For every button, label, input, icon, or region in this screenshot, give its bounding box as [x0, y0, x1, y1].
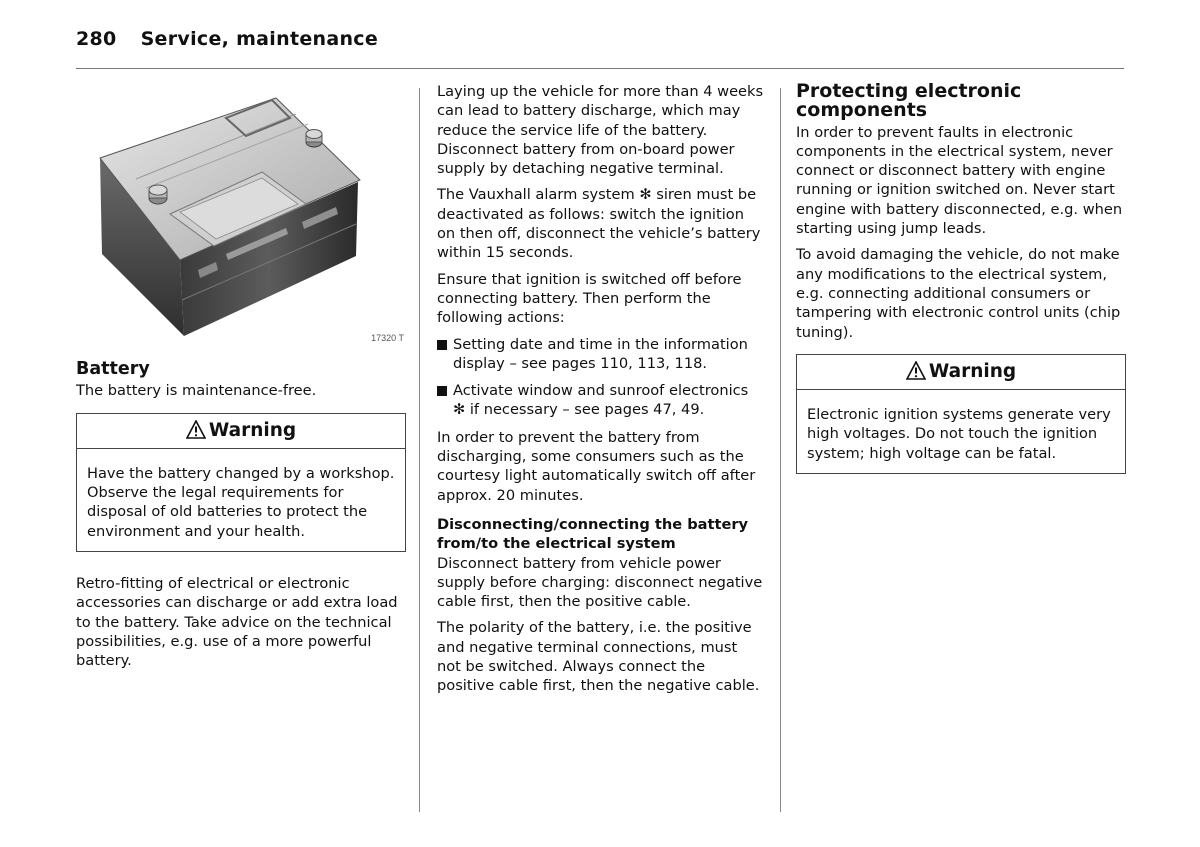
ignition-warning-box [796, 354, 1126, 474]
warning-text: Have the battery changed by a workshop. Observe the legal requirements for disposal of old batteries to protect the environment and your health. [87, 464, 395, 540]
warning-triangle-icon [906, 361, 926, 384]
avoid-damage-paragraph: To avoid damaging the vehicle, do not make any modifications to the electrical system, e.g. connecting additional consumers or tampering with electronic control units (chip tuning). [796, 246, 1121, 341]
warning-text: Electronic ignition systems generate very high voltages. Do not touch the ignition system; high voltage can be fatal. [807, 406, 1111, 462]
protecting-heading: Protecting electronic components [796, 80, 1022, 122]
prevent-discharge-paragraph: In order to prevent the battery from discharging, some consumers such as the courtesy light automatically switch off after approx. 20 minutes. [437, 428, 756, 504]
column-3 [796, 82, 1126, 496]
column-divider-2 [780, 88, 781, 812]
battery-heading: Battery [76, 359, 150, 379]
page-number: 280 [76, 28, 117, 50]
battery-intro: The battery is maintenance-free. [76, 382, 317, 400]
warning-header [797, 355, 1125, 390]
column-1 [76, 84, 406, 678]
list-item-text-start: Activate window and sunroof electronics [453, 382, 749, 400]
page-title: Service, maintenance [140, 28, 379, 50]
battery-warning-box [76, 413, 406, 552]
page-header [76, 28, 378, 50]
polarity-paragraph: The polarity of the battery, i.e. the positive and negative terminal connections, must not be switched. Always connect the positive cable first, then the negative cable. [437, 619, 760, 695]
list-item [437, 381, 765, 420]
battery-illustration [76, 84, 406, 352]
ignition-off-paragraph: Ensure that ignition is switched off before connecting battery. Then perform the following actions: [437, 270, 742, 327]
warning-header [77, 414, 405, 449]
warning-triangle-icon [186, 420, 206, 443]
figure-code: 17320 T [371, 332, 404, 343]
list-item-text: Setting date and time in the information display – see pages 110, 113, 118. [453, 335, 748, 372]
option-symbol-icon: ✻ [453, 401, 466, 419]
header-rule [76, 68, 1124, 69]
list-item [437, 335, 765, 374]
bullet-square-icon [437, 386, 447, 396]
faults-paragraph: In order to prevent faults in electronic components in the electrical system, never connect or disconnect battery with engine running or ignition switched on. Never start engine with battery disconnected, e.g. when starting using jump leads. [796, 123, 1123, 238]
disconnect-heading: Disconnecting/connecting the battery from/to the electrical system [437, 515, 749, 553]
option-symbol-icon: ✻ [639, 186, 652, 204]
alarm-paragraph [437, 185, 765, 262]
column-divider-1 [419, 88, 420, 812]
disconnect-paragraph: Disconnect battery from vehicle power supply before charging: disconnect negative cable first, then the positive cable. [437, 554, 763, 611]
alarm-text-start: The Vauxhall alarm system [437, 186, 640, 204]
warning-title: Warning [928, 360, 1017, 382]
bullet-square-icon [437, 340, 447, 350]
battery-image [76, 84, 406, 352]
warning-title: Warning [208, 419, 297, 441]
laying-up-paragraph: Laying up the vehicle for more than 4 weeks can lead to battery discharge, which may reduce the service life of the battery. Disconnect battery from on-board power supply by detaching negative terminal. [437, 83, 764, 178]
column-2 [437, 82, 765, 703]
retrofit-paragraph: Retro-fitting of electrical or electronic accessories can discharge or add extra load to the battery. Take advice on the technical possibilities, e.g. use of a more powerful battery. [76, 575, 398, 670]
alarm-text-end: siren must be deactivated as follows: switch the ignition on then off, disconnect the vehicle’s battery within 15 seconds. [437, 186, 761, 262]
list-item-text-end: if necessary – see pages 47, 49. [465, 401, 705, 419]
